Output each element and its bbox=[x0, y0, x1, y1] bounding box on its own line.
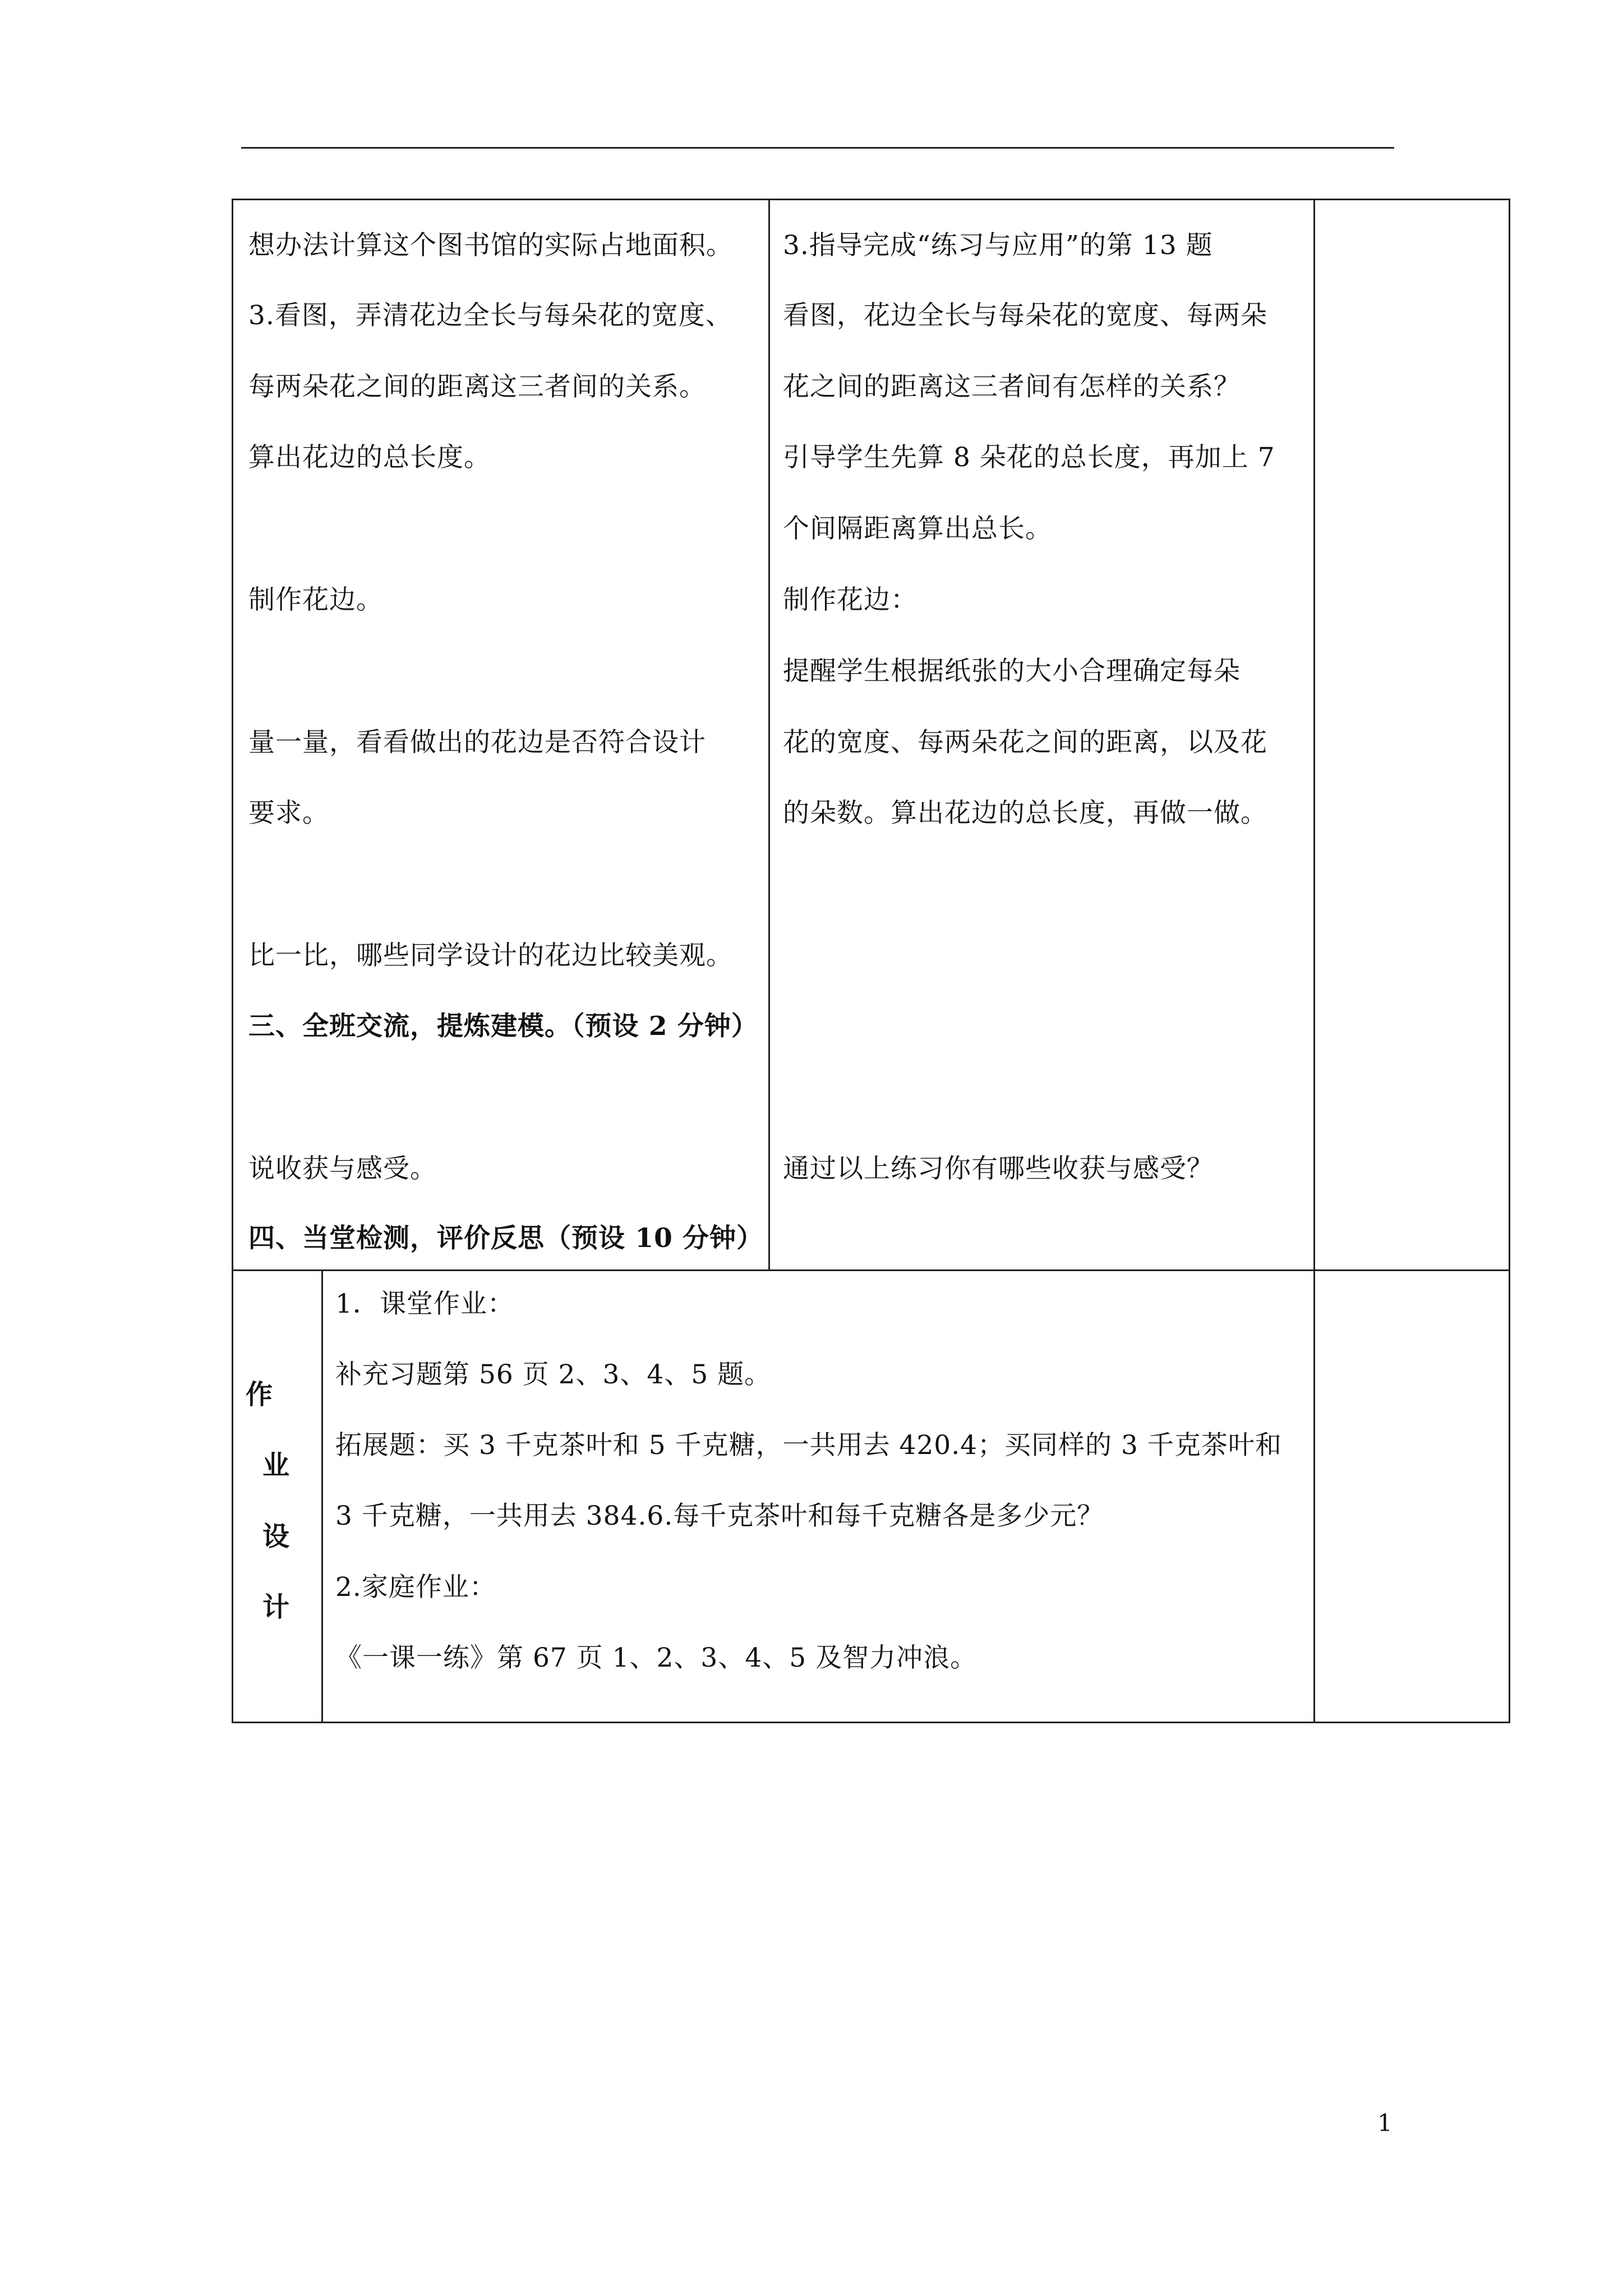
homework-label-char: 作 bbox=[245, 1379, 273, 1410]
teacher-guidance-line: 花的宽度、每两朵花之间的距离，以及花 bbox=[783, 727, 1267, 758]
teacher-guidance-line: 花之间的距离这三者间有怎样的关系？ bbox=[783, 371, 1241, 402]
teacher-guidance-line: 看图，花边全长与每朵花的宽度、每两朵 bbox=[783, 300, 1267, 331]
student-activity-line: 想办法计算这个图书馆的实际占地面积。 bbox=[248, 230, 733, 261]
homework-line: 2.家庭作业： bbox=[335, 1572, 496, 1603]
student-activity-line: 量一量，看看做出的花边是否符合设计 bbox=[248, 727, 706, 758]
student-activity-line: 要求。 bbox=[248, 798, 329, 829]
student-activity-line: 每两朵花之间的距离这三者间的关系。 bbox=[248, 371, 706, 402]
section-heading: 四、当堂检测，评价反思（预设 10 分钟） bbox=[248, 1223, 764, 1254]
homework-line: 《一课一练》第 67 页 1、2、3、4、5 及智力冲浪。 bbox=[335, 1642, 978, 1673]
student-activity-line: 算出花边的总长度。 bbox=[248, 442, 491, 473]
student-activity-line: 制作花边。 bbox=[248, 585, 383, 615]
teacher-guidance-line: 通过以上练习你有哪些收获与感受？ bbox=[783, 1153, 1214, 1184]
homework-line: 补充习题第 56 页 2、3、4、5 题。 bbox=[335, 1359, 772, 1390]
homework-label-char: 计 bbox=[262, 1591, 289, 1623]
homework-label-char: 设 bbox=[262, 1521, 289, 1552]
column-divider bbox=[768, 200, 770, 1269]
homework-line: 1．课堂作业： bbox=[335, 1289, 514, 1319]
student-activity-line: 说收获与感受。 bbox=[248, 1153, 437, 1184]
teacher-guidance-line: 个间隔距离算出总长。 bbox=[783, 513, 1052, 544]
teacher-guidance-line: 制作花边： bbox=[783, 585, 917, 615]
page-number: 1 bbox=[1377, 2109, 1393, 2137]
teacher-guidance-line: 的朵数。算出花边的总长度，再做一做。 bbox=[783, 798, 1267, 829]
homework-label-char: 业 bbox=[262, 1450, 289, 1481]
column-divider bbox=[1313, 1271, 1315, 1722]
header-rule bbox=[241, 147, 1394, 149]
student-activity-line: 比一比，哪些同学设计的花边比较美观。 bbox=[248, 940, 733, 971]
column-divider bbox=[321, 1271, 323, 1722]
column-divider bbox=[1313, 200, 1315, 1269]
section-heading: 三、全班交流，提炼建模。（预设 2 分钟） bbox=[248, 1011, 758, 1042]
homework-line: 拓展题：买 3 千克茶叶和 5 千克糖，一共用去 420.4；买同样的 3 千克茶叶和 bbox=[335, 1430, 1282, 1461]
teacher-guidance-line: 引导学生先算 8 朵花的总长度，再加上 7 bbox=[783, 442, 1275, 473]
teacher-guidance-line: 提醒学生根据纸张的大小合理确定每朵 bbox=[783, 656, 1241, 687]
homework-line: 3 千克糖，一共用去 384.6.每千克茶叶和每千克糖各是多少元？ bbox=[335, 1501, 1104, 1531]
teacher-guidance-line: 3.指导完成“练习与应用”的第 13 题 bbox=[783, 230, 1213, 261]
student-activity-line: 3.看图，弄清花边全长与每朵花的宽度、 bbox=[248, 300, 732, 331]
